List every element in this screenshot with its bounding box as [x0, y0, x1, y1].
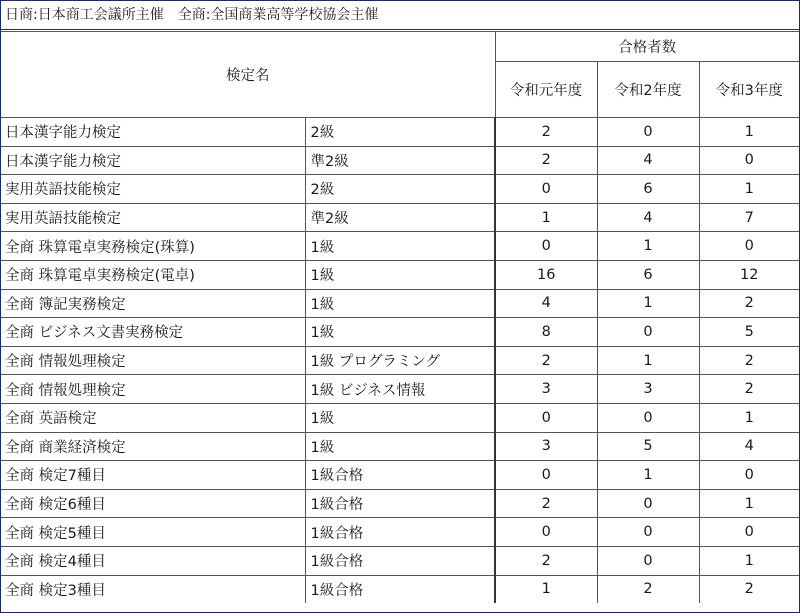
organizer-note: 日商:日本商工会議所主催 全商:全国商業高等学校協会主催: [1, 1, 799, 30]
table-row: [1, 260, 799, 289]
grade-cell: 2級: [305, 118, 495, 147]
table-row: [1, 403, 799, 432]
count-cell: 0: [495, 175, 597, 204]
count-cell: 1: [699, 546, 799, 575]
table-row: [1, 432, 799, 461]
count-cell: 1: [597, 232, 699, 261]
count-cell: 0: [597, 318, 699, 347]
count-cell: 0: [495, 461, 597, 490]
count-cell: 0: [699, 518, 799, 547]
grade-cell: 2級: [305, 175, 495, 204]
count-cell: 1: [597, 461, 699, 490]
exam-name-cell: 全商 簿記実務検定: [1, 289, 305, 318]
count-cell: 4: [597, 146, 699, 175]
exam-name-cell: 日本漢字能力検定: [1, 146, 305, 175]
grade-cell: 1級 ビジネス情報: [305, 375, 495, 404]
grade-cell: 1級 プログラミング: [305, 346, 495, 375]
count-cell: 5: [597, 432, 699, 461]
count-cell: 1: [699, 403, 799, 432]
count-cell: 2: [495, 489, 597, 518]
count-cell: 3: [495, 375, 597, 404]
count-cell: 2: [495, 146, 597, 175]
count-cell: 1: [699, 489, 799, 518]
count-cell: 0: [597, 518, 699, 547]
count-cell: 7: [699, 203, 799, 232]
count-cell: 0: [495, 403, 597, 432]
grade-cell: 1級合格: [305, 546, 495, 575]
count-cell: 0: [495, 232, 597, 261]
table-body: [1, 118, 799, 604]
year-header: 令和3年度: [699, 62, 799, 118]
count-cell: 0: [495, 518, 597, 547]
table-row: [1, 318, 799, 347]
exam-name-cell: 全商 情報処理検定: [1, 346, 305, 375]
exam-name-cell: 実用英語技能検定: [1, 175, 305, 204]
count-cell: 2: [699, 375, 799, 404]
count-cell: 2: [495, 546, 597, 575]
exam-name-cell: 全商 検定7種目: [1, 461, 305, 490]
exam-name-cell: 全商 情報処理検定: [1, 375, 305, 404]
exam-name-cell: 日本漢字能力検定: [1, 118, 305, 147]
year-header: 令和2年度: [597, 62, 699, 118]
grade-cell: 1級合格: [305, 575, 495, 603]
count-cell: 2: [597, 575, 699, 603]
grade-cell: 1級: [305, 289, 495, 318]
count-cell: 2: [495, 346, 597, 375]
exam-name-cell: 全商 検定5種目: [1, 518, 305, 547]
table-row: [1, 203, 799, 232]
table-row: [1, 489, 799, 518]
count-cell: 1: [597, 346, 699, 375]
count-cell: 4: [495, 289, 597, 318]
table-row: [1, 146, 799, 175]
count-cell: 1: [699, 118, 799, 147]
count-cell: 4: [597, 203, 699, 232]
grade-cell: 準2級: [305, 146, 495, 175]
count-cell: 0: [597, 489, 699, 518]
exam-name-cell: 全商 検定3種目: [1, 575, 305, 603]
year-header: 令和元年度: [495, 62, 597, 118]
count-cell: 4: [699, 432, 799, 461]
count-cell: 16: [495, 260, 597, 289]
count-cell: 2: [699, 346, 799, 375]
count-cell: 2: [699, 289, 799, 318]
grade-cell: 1級: [305, 232, 495, 261]
exam-name-cell: 全商 検定4種目: [1, 546, 305, 575]
grade-cell: 1級: [305, 403, 495, 432]
count-cell: 6: [597, 260, 699, 289]
table-row: [1, 118, 799, 147]
grade-cell: 1級合格: [305, 518, 495, 547]
table-row: [1, 461, 799, 490]
count-cell: 5: [699, 318, 799, 347]
count-cell: 3: [597, 375, 699, 404]
grade-cell: 1級合格: [305, 489, 495, 518]
exam-name-header: 検定名: [1, 32, 495, 118]
count-cell: 2: [495, 118, 597, 147]
table-row: [1, 518, 799, 547]
count-cell: 3: [495, 432, 597, 461]
table-row: [1, 175, 799, 204]
table-row: [1, 232, 799, 261]
count-cell: 6: [597, 175, 699, 204]
exam-name-cell: 実用英語技能検定: [1, 203, 305, 232]
exam-name-cell: 全商 商業経済検定: [1, 432, 305, 461]
exam-name-cell: 全商 英語検定: [1, 403, 305, 432]
count-cell: 8: [495, 318, 597, 347]
count-cell: 0: [699, 146, 799, 175]
count-cell: 1: [699, 175, 799, 204]
exam-name-cell: 全商 ビジネス文書実務検定: [1, 318, 305, 347]
pass-count-header: 合格者数: [495, 32, 799, 62]
exam-name-cell: 全商 珠算電卓実務検定(珠算): [1, 232, 305, 261]
grade-cell: 1級: [305, 432, 495, 461]
table-row: [1, 575, 799, 603]
count-cell: 1: [495, 575, 597, 603]
table-row: [1, 346, 799, 375]
count-cell: 0: [699, 461, 799, 490]
grade-cell: 1級合格: [305, 461, 495, 490]
exam-name-cell: 全商 検定6種目: [1, 489, 305, 518]
count-cell: 0: [597, 118, 699, 147]
count-cell: 2: [699, 575, 799, 603]
count-cell: 1: [597, 289, 699, 318]
count-cell: 0: [699, 232, 799, 261]
grade-cell: 1級: [305, 260, 495, 289]
table-row: [1, 375, 799, 404]
grade-cell: 準2級: [305, 203, 495, 232]
grade-cell: 1級: [305, 318, 495, 347]
count-cell: 0: [597, 546, 699, 575]
count-cell: 1: [495, 203, 597, 232]
exam-name-cell: 全商 珠算電卓実務検定(電卓): [1, 260, 305, 289]
certification-table: [1, 31, 799, 603]
table-row: [1, 289, 799, 318]
count-cell: 12: [699, 260, 799, 289]
count-cell: 0: [597, 403, 699, 432]
table-row: [1, 546, 799, 575]
